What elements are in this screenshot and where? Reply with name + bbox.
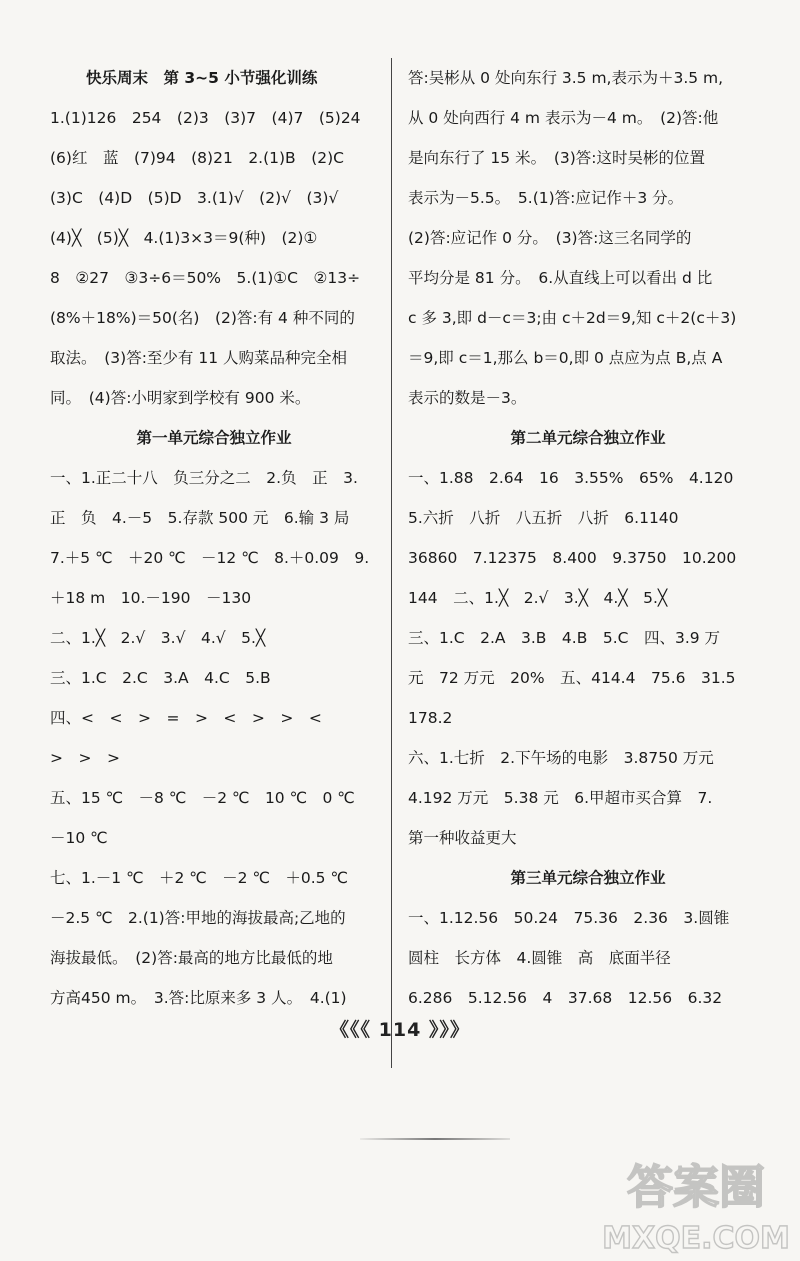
watermark-text-cn: 答案圈 (627, 1160, 765, 1214)
answer-line: > > > (50, 749, 120, 767)
answer-line: －2.5 ℃ 2.(1)答:甲地的海拔最高;乙地的 (50, 909, 346, 927)
answer-line: 144 二、1.╳ 2.√ 3.╳ 4.╳ 5.╳ (408, 589, 668, 607)
answer-line: 一、1.12.56 50.24 75.36 2.36 3.圆锥 (408, 909, 730, 927)
answer-line: ＝9,即 c＝1,那么 b＝0,即 0 点应为点 B,点 A (408, 349, 723, 367)
section-heading-unit-2: 第二单元综合独立作业 (510, 429, 666, 447)
answer-line: 取法。 (3)答:至少有 11 人购菜品种完全相 (50, 349, 348, 367)
answer-line: (3)C (4)D (5)D 3.(1)√ (2)√ (3)√ (50, 189, 339, 207)
section-heading-unit-3: 第三单元综合独立作业 (510, 869, 666, 887)
answer-line: －10 ℃ (50, 829, 108, 847)
answer-line: 七、1.－1 ℃ ＋2 ℃ －2 ℃ ＋0.5 ℃ (50, 869, 348, 887)
answer-line: (4)╳ (5)╳ 4.(1)3×3＝9(种) (2)① (50, 229, 318, 247)
answer-line: 二、1.╳ 2.√ 3.√ 4.√ 5.╳ (50, 629, 266, 647)
answer-line: 6.286 5.12.56 4 37.68 12.56 6.32 (408, 989, 723, 1007)
answer-line: 8 ②27 ③3÷6＝50% 5.(1)①C ②13÷ (50, 269, 361, 287)
answer-line: 五、15 ℃ －8 ℃ －2 ℃ 10 ℃ 0 ℃ (50, 789, 355, 807)
watermark-text-en: MXQE.COM (602, 1221, 790, 1256)
left-column (50, 58, 378, 1018)
answer-line: 7.＋5 ℃ ＋20 ℃ －12 ℃ 8.＋0.09 9. (50, 549, 370, 567)
answer-line: 1.(1)126 254 (2)3 (3)7 (4)7 (5)24 (50, 109, 361, 127)
answer-line: 同。 (4)答:小明家到学校有 900 米。 (50, 389, 311, 407)
answer-line: 正 负 4.－5 5.存款 500 元 6.输 3 局 (50, 509, 350, 527)
answer-line: 平均分是 81 分。 6.从直线上可以看出 d 比 (408, 269, 713, 287)
answer-line: 三、1.C 2.A 3.B 4.B 5.C 四、3.9 万 (408, 629, 721, 647)
right-column (408, 58, 768, 1018)
answer-line: c 多 3,即 d－c＝3;由 c＋2d＝9,知 c＋2(c＋3) (408, 309, 737, 327)
answer-line: 表示的数是－3。 (408, 389, 527, 407)
answer-line: 第一种收益更大 (408, 829, 517, 847)
answer-line: 一、1.正二十八 负三分之二 2.负 正 3. (50, 469, 358, 487)
section-heading-unit-1: 第一单元综合独立作业 (136, 429, 292, 447)
answer-line: (6)红 蓝 (7)94 (8)21 2.(1)B (2)C (50, 149, 344, 167)
answer-line: (2)答:应记作 0 分。 (3)答:这三名同学的 (408, 229, 692, 247)
weekend-answers (50, 98, 378, 418)
watermark-logo (596, 1148, 796, 1258)
answer-line: ＋18 m 10.－190 －130 (50, 589, 252, 607)
unit-1-answers (50, 458, 378, 1018)
answer-line: 三、1.C 2.C 3.A 4.C 5.B (50, 669, 271, 687)
column-divider (391, 58, 392, 1068)
answer-line: 是向东行了 15 米。 (3)答:这时吴彬的位置 (408, 149, 706, 167)
answer-line: 海拔最低。 (2)答:最高的地方比最低的地 (50, 949, 333, 967)
answer-line: 圆柱 长方体 4.圆锥 高 底面半径 (408, 949, 671, 967)
answer-line: 表示为－5.5。 5.(1)答:应记作＋3 分。 (408, 189, 684, 207)
answer-line: 四、< < > = > < > > < (50, 709, 322, 727)
answer-line: 178.2 (408, 709, 453, 727)
answer-line: 答:吴彬从 0 处向东行 3.5 m,表示为＋3.5 m, (408, 69, 724, 87)
weekend-answers-continued (408, 58, 768, 418)
answer-line: 4.192 万元 5.38 元 6.甲超市买合算 7. (408, 789, 713, 807)
footer-rule (360, 1138, 510, 1140)
unit-3-answers (408, 898, 768, 1018)
answer-line: 36860 7.12375 8.400 9.3750 10.200 (408, 549, 737, 567)
answer-line: 方高450 m。 3.答:比原来多 3 人。 4.(1) (50, 989, 347, 1007)
page-number: 《《《 114 》》》 (330, 1019, 470, 1041)
answer-line: 六、1.七折 2.下午场的电影 3.8750 万元 (408, 749, 714, 767)
answer-line: 5.六折 八折 八五折 八折 6.1140 (408, 509, 679, 527)
section-heading-weekend-training: 快乐周末 第 3~5 小节强化训练 (86, 69, 318, 87)
answer-line: 元 72 万元 20% 五、414.4 75.6 31.5 (408, 669, 736, 687)
unit-2-answers (408, 458, 768, 858)
answer-line: 从 0 处向西行 4 m 表示为－4 m。 (2)答:他 (408, 109, 719, 127)
answer-line: 一、1.88 2.64 16 3.55% 65% 4.120 (408, 469, 734, 487)
answer-line: (8%＋18%)＝50(名) (2)答:有 4 种不同的 (50, 309, 355, 327)
